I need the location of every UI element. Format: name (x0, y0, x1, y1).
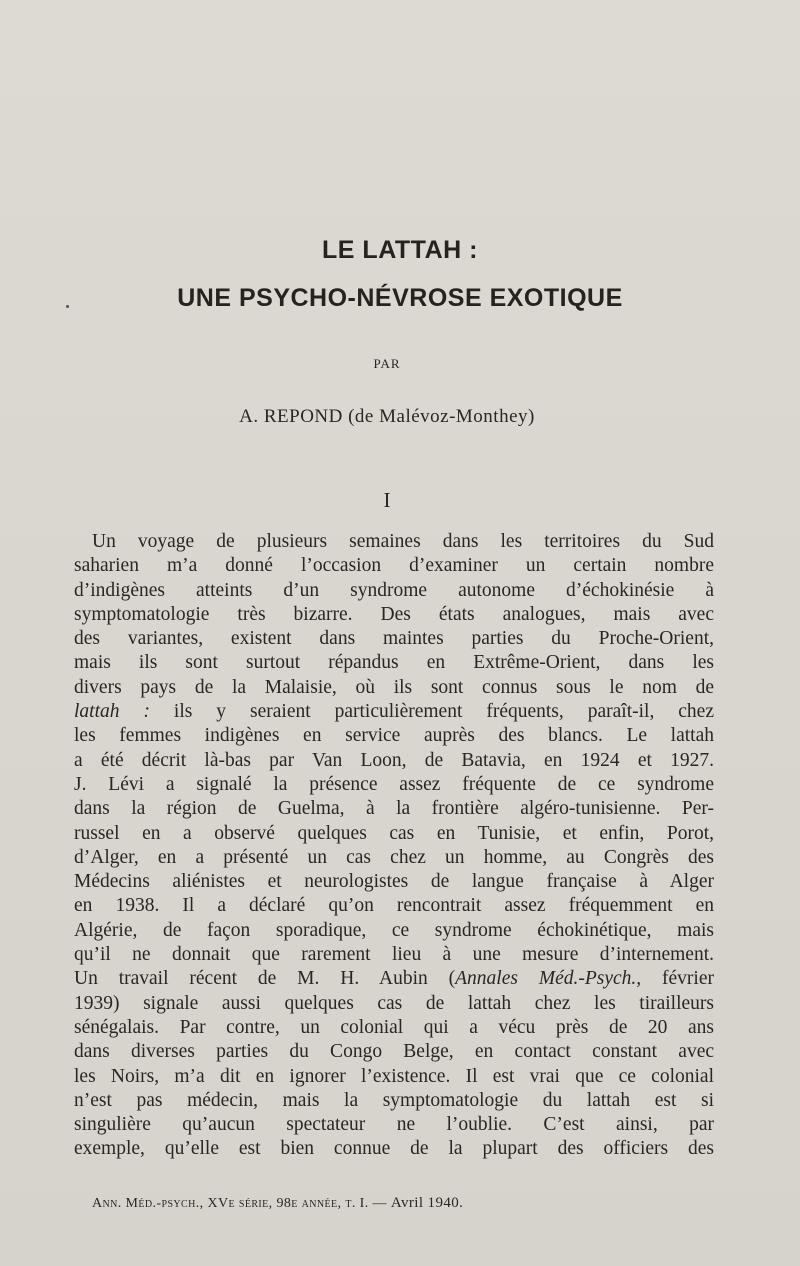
text-line: symptomatologie très bizarre. Des états analogues, mais avec (74, 603, 714, 625)
text-line: lattah : ils y seraient particulièrement fréquents, paraît-il, chez (74, 701, 714, 723)
text-line: Un voyage de plusieurs semaines dans les territoires du Sud (92, 531, 714, 552)
text-line: russel en a observé quelques cas en Tunisie, et enfin, Porot, (74, 822, 714, 844)
text-line: Un travail récent de M. H. Aubin (Annales Méd.-Psych., février (74, 968, 714, 990)
text-line: d’indigènes atteints d’un syndrome autonome d’échokinésie à (74, 579, 714, 601)
text-line: dans diverses parties du Congo Belge, en contact constant avec (74, 1041, 714, 1063)
footer-date: Avril 1940. (390, 1195, 464, 1211)
footer-series: XVe série, (207, 1196, 273, 1211)
text-line: n’est pas médecin, mais la symptomatologie du lattah est si (74, 1089, 714, 1111)
text-line: saharien m’a donné l’occasion d’examiner un certain nombre (74, 555, 714, 577)
text-line: singulière qu’aucun spectateur ne l’oublie. C’est ainsi, par (74, 1114, 714, 1136)
text-line: des variantes, existent dans maintes parties du Proche-Orient, (74, 628, 714, 650)
journal-footer (92, 1195, 692, 1212)
footer-year: 98e année, (276, 1196, 342, 1211)
text-line: d’Alger, en a présenté un cas chez un homme, au Congrès des (74, 846, 714, 868)
byline-par: PAR (373, 356, 401, 371)
text-line: les femmes indigènes en service auprès des blancs. Le lattah (74, 725, 714, 747)
author-name: A. REPOND (de Malévoz-Monthey) (239, 406, 535, 427)
footer-journal: Ann. Méd.-psych., (92, 1196, 204, 1211)
text-line: Médecins aliénistes et neurologistes de langue française à Alger (74, 871, 714, 893)
text-line: Algérie, de façon sporadique, ce syndrome échokinétique, mais (74, 919, 714, 941)
text-line: exemple, qu’elle est bien connue de la plupart des officiers des (74, 1138, 714, 1160)
article-title-line-2: UNE PSYCHO-NÉVROSE EXOTIQUE (177, 284, 623, 312)
italic-term: lattah : (74, 701, 150, 723)
text-line: divers pays de la Malaisie, où ils sont connus sous le nom de (74, 676, 714, 698)
text-line: mais ils sont surtout répandus en Extrême-Orient, dans les (74, 652, 714, 674)
text-line: 1939) signale aussi quelques cas de lattah chez les tirailleurs (74, 992, 714, 1014)
article-title-line-1: LE LATTAH : (322, 236, 478, 264)
text-line: a été décrit là-bas par Van Loon, de Batavia, en 1924 et 1927. (74, 749, 714, 771)
text-line: dans la région de Guelma, à la frontière algéro-tunisienne. Per- (74, 798, 714, 820)
text-line: sénégalais. Par contre, un colonial qui a vécu près de 20 ans (74, 1016, 714, 1038)
text-line: en 1938. Il a déclaré qu’on rencontrait assez fréquemment en (74, 895, 714, 917)
body-paragraph (74, 530, 714, 1162)
section-heading: I (383, 488, 391, 512)
text-line: J. Lévi a signalé la présence assez fréquente de ce syndrome (74, 773, 714, 795)
text-line: les Noirs, m’a dit en ignorer l’existence. Il est vrai que ce colonial (74, 1065, 714, 1087)
footer-tome: t. I. — (345, 1196, 387, 1211)
text-line: qu’il ne donnait que rarement lieu à une mesure d’internement. (74, 944, 714, 966)
italic-citation: Annales Méd.-Psych., (455, 968, 642, 990)
